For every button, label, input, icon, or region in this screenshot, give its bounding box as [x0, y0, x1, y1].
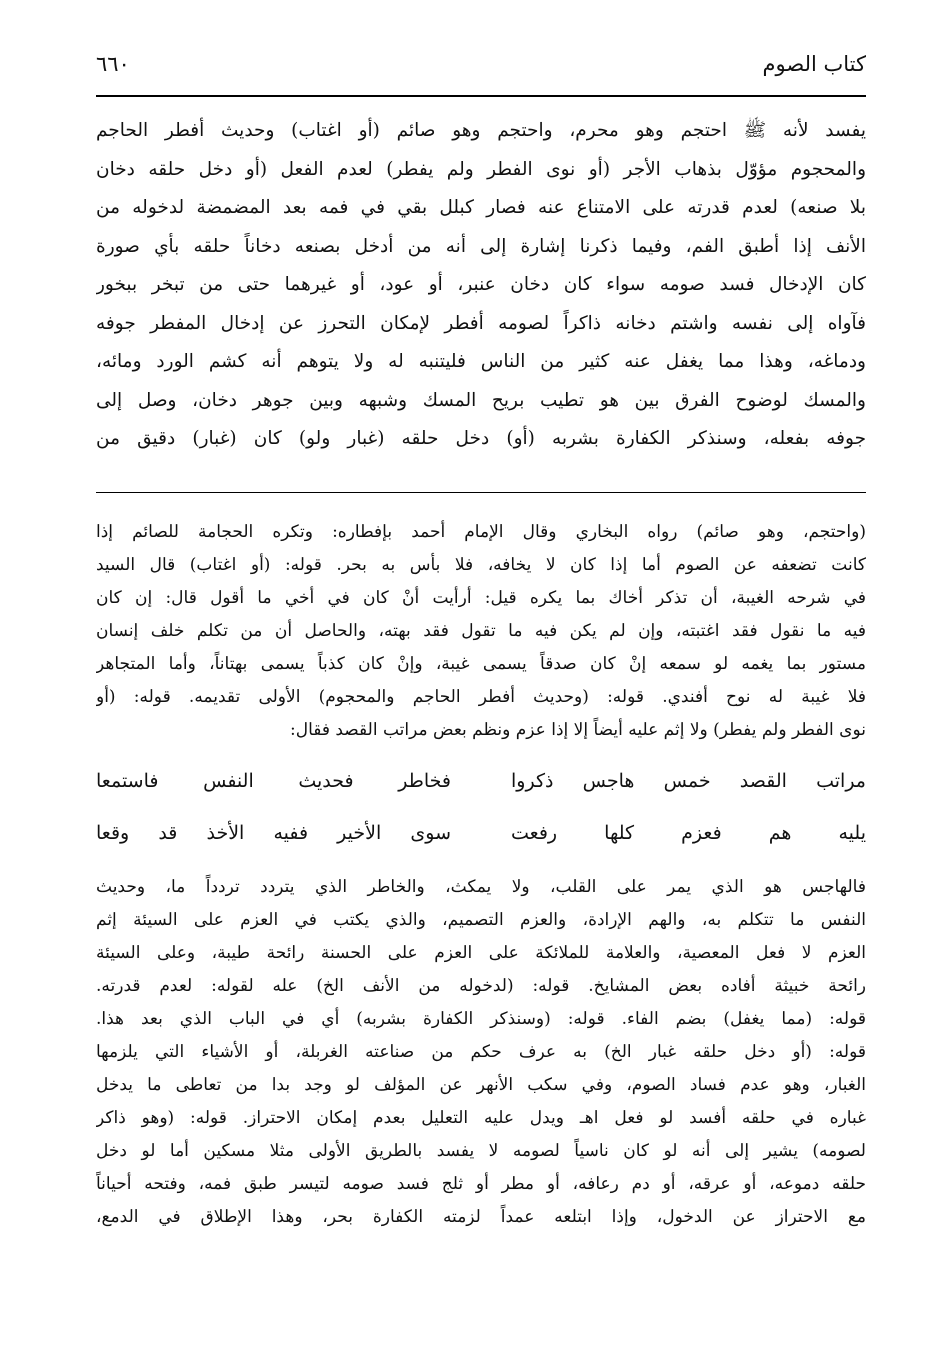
- text-line: بلا صنعه) لعدم قدرته على الامتناع عنه فصار كبلل بقي في فمه بعد المضمضة لدخوله من: [96, 197, 866, 218]
- text-line: يفسد لأنه ﷺ احتجم وهو محرم، واحتجم وهو صائم (أو اغتاب) وحديث أفطر الحاجم: [96, 120, 866, 141]
- note-line: الغبار، وهو عدم فساد الصوم، وفي سكب الأنهر عن المؤلف لو وجد بدا من تعاطى ما يدخل: [96, 1075, 866, 1095]
- note-line: كانت تضعفه عن الصوم أما إذا كان لا يخافه، فلا بأس به بحر. قوله: (أو اغتاب) قال السيد: [96, 555, 866, 575]
- commentary-continued: [96, 871, 866, 1234]
- text-line: فآواه إلى نفسه واشتم دخانه ذاكراً لصومه أفطر لإمكان التحرز عن إدخال المفطر جوفه: [96, 312, 866, 334]
- book-page: [96, 0, 866, 1364]
- note-line: (واحتجم، وهو صائم) رواه البخاري وقال الإمام أحمد بإفطاره: وتكره الحجامة للصائم إذا: [96, 522, 866, 542]
- text-line: ودماغه، وهذا مما يغفل عنه كثير من الناس فليتنبه له ولا يتوهم أنه كشم الورد ومائه،: [96, 351, 866, 372]
- text-line: والمحجوم مؤوّل بذهاب الأجر (أو نوى الفطر ولم يفطر) لعدم الفعل (أو دخل حلقه دخان: [96, 158, 866, 180]
- commentary: [96, 516, 866, 1234]
- verse-second-hemistich: سوى الأخير ففيه الأخذ قد وقعا: [96, 822, 451, 844]
- note-line: فيه ما نقول فقد اغتبته، وإن لم يكن فيه ما تقول فقد بهته، والحاصل أن من تكلم خلف إنسان: [96, 621, 866, 641]
- main-text: [96, 112, 866, 459]
- page-number: ٦٦٠: [96, 52, 130, 76]
- note-line: في شرحه الغيبة، أن تذكر أخاك بما يكره قيل: أرأيت أنْ كان في أخي ما أقول قال: إن كان: [96, 588, 866, 608]
- verse-first-hemistich: مراتب القصد خمس هاجس ذكروا: [511, 770, 866, 792]
- note-line: رائحة خبيثة أفاده بعض المشايخ. قوله: (لدخوله من الأنف الخ) عله لقوله: لعدم قدرته.: [96, 976, 866, 996]
- note-line: النفس ما تتكلم به، والهم الإرادة، والعزم التصميم، والذي يكتب في العزم على السيئة إثم: [96, 910, 866, 930]
- note-line: قوله: (مما يغفل) بضم الفاء. قوله: (وسنذكر الكفارة بشربه) أي في الباب الذي بعد هذا.: [96, 1009, 866, 1029]
- poem: [96, 759, 866, 871]
- note-line: العزم لا فعل المعصية، والعلامة للملائكة على العزم على الحسنة رائحة طيبة، وعلى السيئة: [96, 943, 866, 963]
- poem-verse: [96, 811, 866, 855]
- verse-second-hemistich: فخاطر فحديث النفس فاستمعا: [96, 770, 451, 792]
- text-line: جوفه بفعله، وسنذكر الكفارة بشربه (أو) دخل حلقه (غبار ولو) كان (غبار) دقيق من: [96, 428, 866, 449]
- note-line: فلا غيبة له نوح أفندي. قوله: (وحديث أفطر الحاجم والمحجوم) الأولى تقديمه. قوله: (أو: [96, 687, 866, 707]
- header-rule: [96, 95, 866, 97]
- note-line: مع الاحتراز عن الدخول، وإذا ابتلعه عمداً لزمته الكفارة بحر، وهذا الإطلاق في الدمع،: [96, 1207, 866, 1227]
- text-line: الأنف إذا أطبق الفم، وفيما ذكرنا إشارة إلى أنه من أدخل بصنعه دخاناً حلقه بأي صورة: [96, 235, 866, 257]
- text-line: كان الإدخال فسد صومه سواء كان دخان عنبر، أو عود، أو غيرهما حتى من تبخر ببخور: [96, 274, 866, 295]
- note-line: غباره في حلقه أفسد لو فعل اهـ ويدل عليه التعليل بعدم إمكان الاحتراز. قوله: (وهو ذاكر: [96, 1108, 866, 1128]
- note-line: نوى الفطر ولم يفطر) ولا إثم عليه أيضاً إلا إذا عزم ونظم بعض مراتب القصد فقال:: [290, 720, 866, 740]
- text-line: والمسك لوضوح الفرق بين هو تطيب بريح المسك وشبهه وبين جوهر دخان، وصل إلى: [96, 389, 866, 411]
- note-line: مستور بما يغمه لو سمعه إنْ كان صدقاً يسمى غيبة، وإنْ كان كذباً يسمى بهتاناً، وأما المتجاهر: [96, 654, 866, 674]
- chapter-title: كتاب الصوم: [762, 52, 866, 76]
- page-header: [96, 52, 866, 92]
- verse-first-hemistich: يليه هم فعزم كلها رفعت: [511, 822, 866, 844]
- note-line: قوله: (أو دخل حلقه غبار الخ) به عرف حكم من صناعته الغربلة، أو الأشياء التي يلزمها: [96, 1042, 866, 1062]
- note-line: حلقه دموعه، أو عرقه، أو دم رعافه، أو مطر أو ثلج فسد صومه لتيسر طبق فمه، وفتحه أحياناً: [96, 1174, 866, 1194]
- footnote-separator: [96, 492, 866, 493]
- poem-verse: [96, 759, 866, 803]
- note-line: فالهاجس هو الذي يمر على القلب، ولا يمكث، والخاطر الذي يتردد تردداً ما، وحديث: [96, 877, 866, 897]
- note-line: لصومه) يشير إلى أنه لو كان ناسياً لصومه لا يفسد بالطريق الأولى مثلا مسكين أما لو دخل: [96, 1141, 866, 1161]
